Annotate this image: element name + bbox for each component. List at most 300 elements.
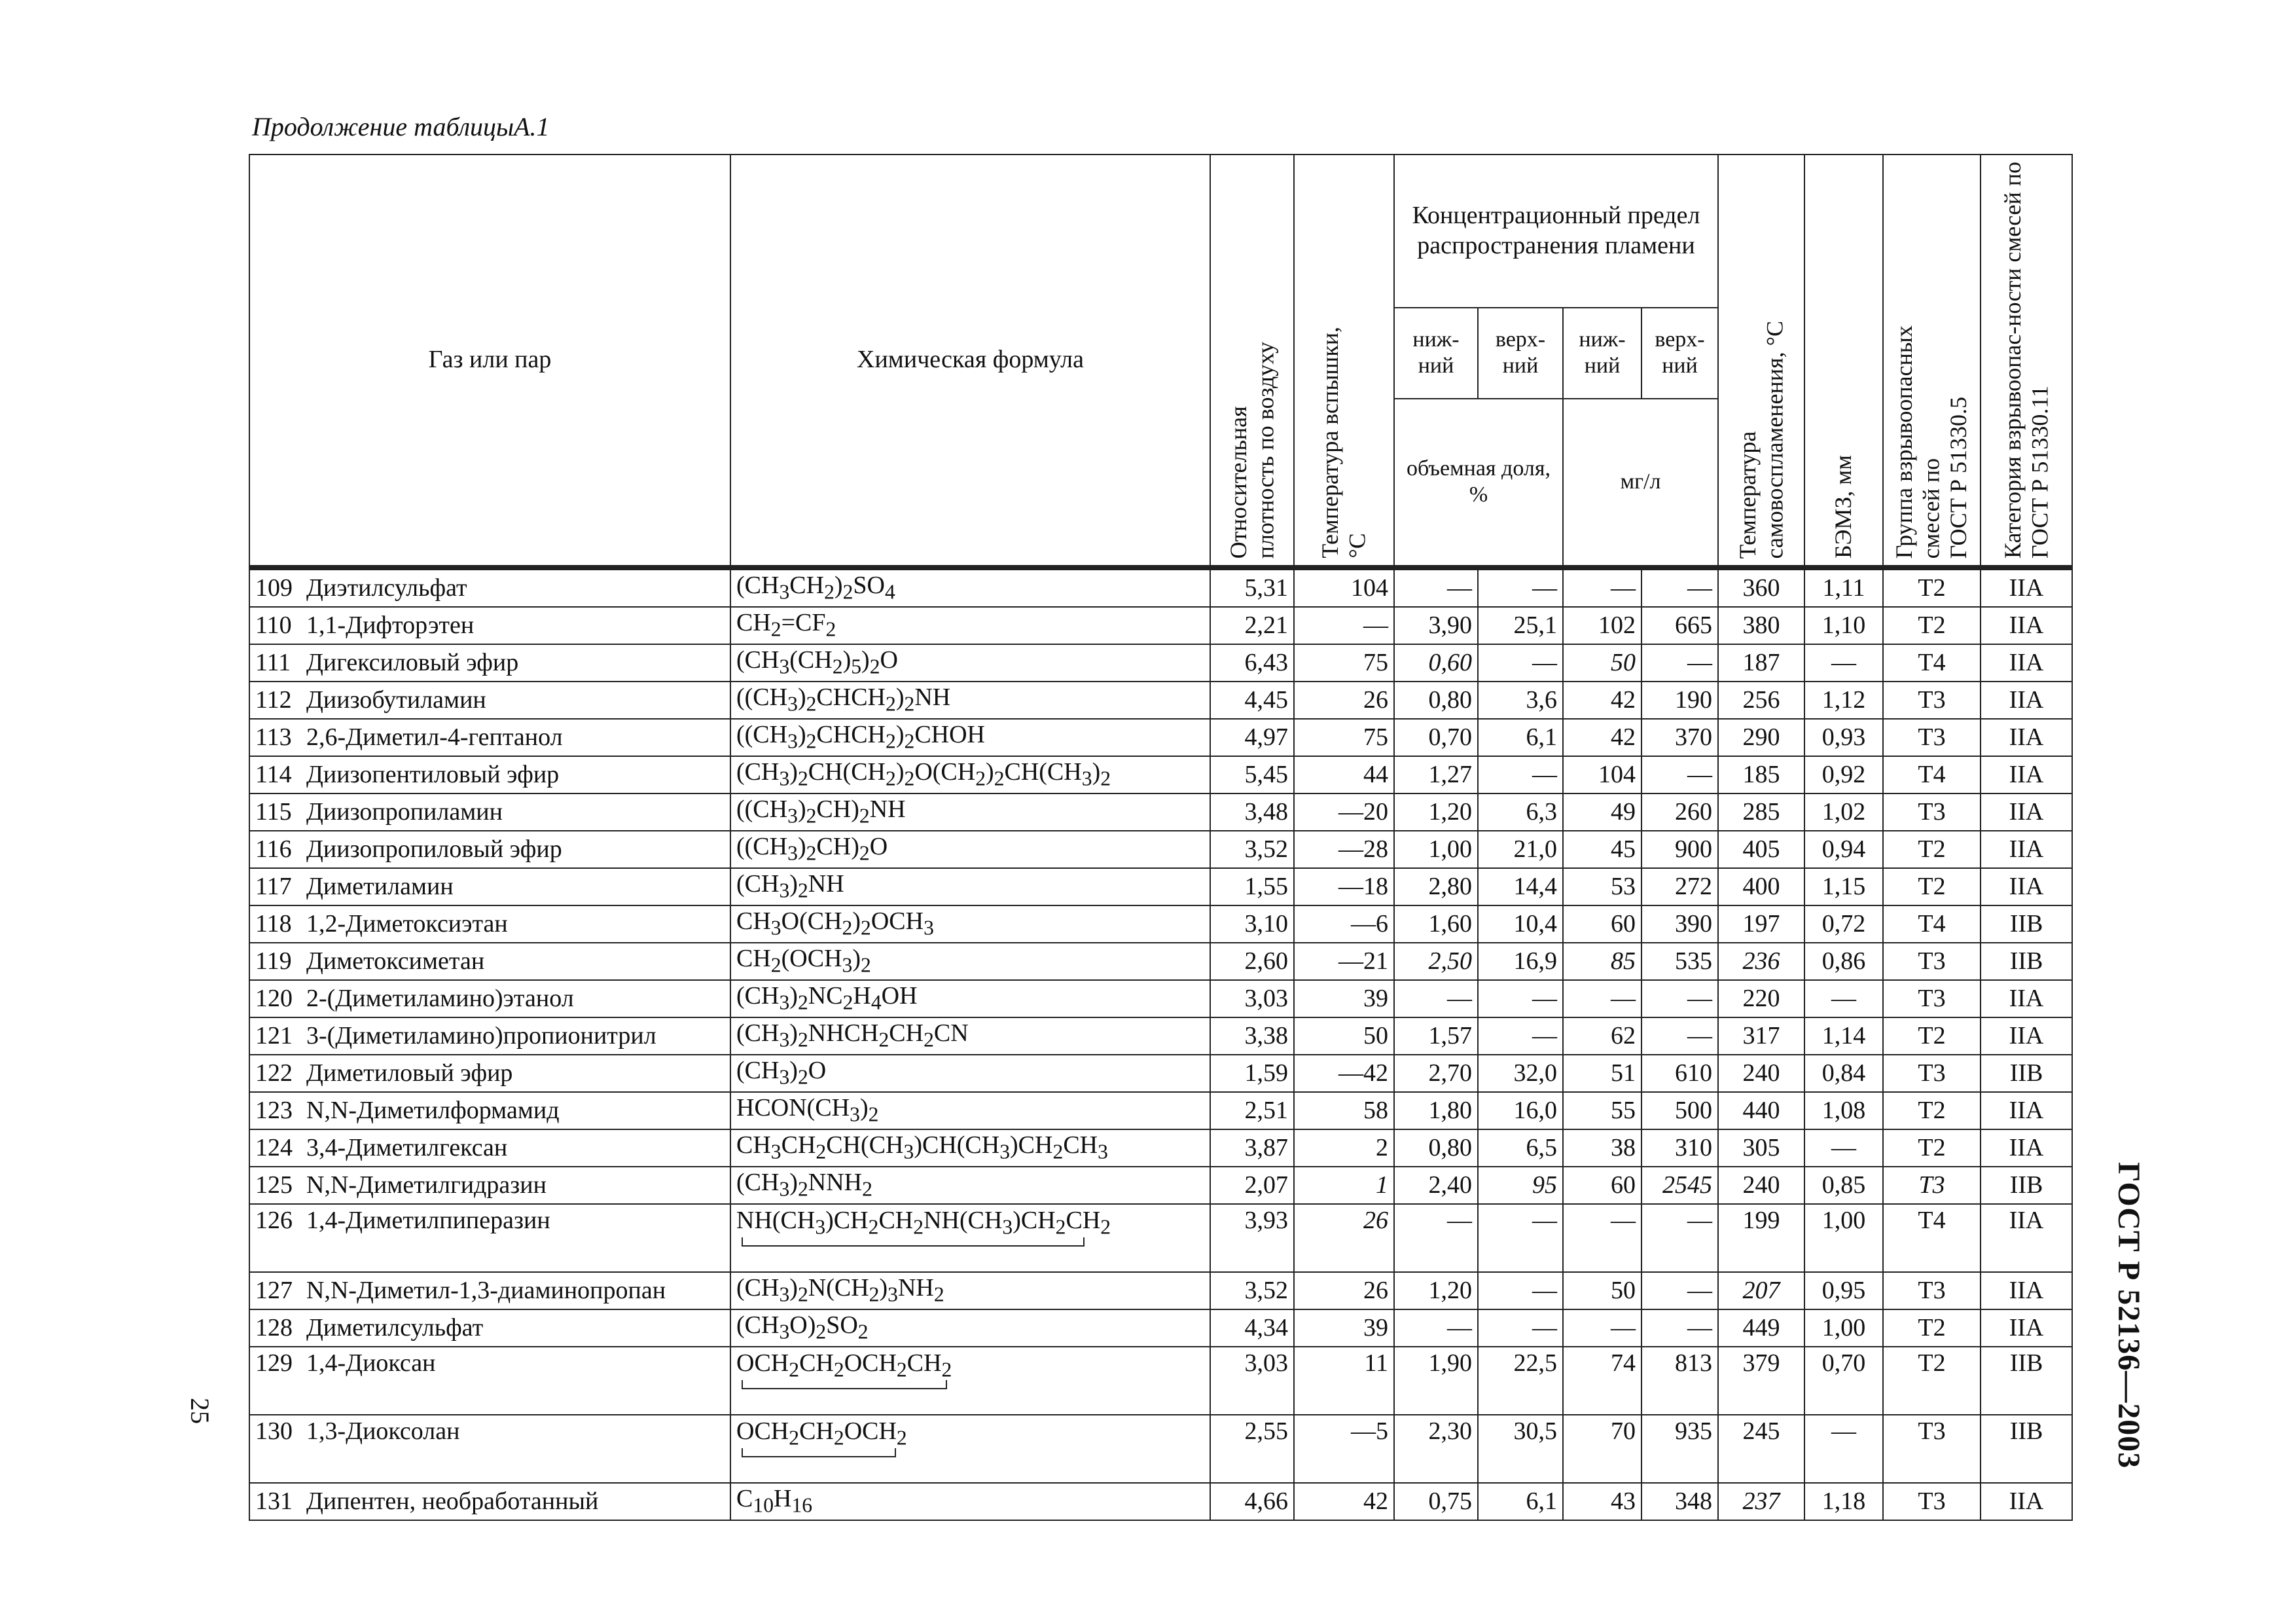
bemz-cell: 0,72 <box>1804 905 1883 943</box>
upper-mg-cell: — <box>1641 1309 1718 1347</box>
header-bemz: БЭМЗ, мм <box>1804 155 1883 567</box>
autoignition-cell: 379 <box>1718 1347 1804 1415</box>
chemical-formula: $(CH_3)_2N(CH_2)_3NH_2$ <box>736 1274 944 1306</box>
formula-cell <box>730 831 1210 868</box>
upper-mg-cell: 260 <box>1641 793 1718 831</box>
gas-name-cell <box>249 607 730 644</box>
lower-mg-cell: 49 <box>1563 793 1641 831</box>
density-cell: 2,21 <box>1210 607 1294 644</box>
lower-mg-cell: 62 <box>1563 1017 1641 1055</box>
gas-name-cell <box>249 1483 730 1520</box>
group-cell: T2 <box>1883 570 1981 607</box>
gas-name-cell <box>249 1347 730 1415</box>
gas-name-cell <box>249 831 730 868</box>
bemz-cell: — <box>1804 644 1883 682</box>
lower-vol-cell: 2,50 <box>1394 943 1478 980</box>
table-body <box>249 570 2072 1520</box>
row-number: 120 <box>255 984 293 1012</box>
chemical-formula: $((CH_3)_2CH)_2O$ <box>736 833 888 865</box>
density-cell: 3,93 <box>1210 1204 1294 1272</box>
lower-vol-cell: — <box>1394 1204 1478 1272</box>
gas-name-cell <box>249 644 730 682</box>
lower-vol-cell: 0,80 <box>1394 1129 1478 1167</box>
density-cell: 3,03 <box>1210 1347 1294 1415</box>
row-number: 125 <box>255 1171 293 1199</box>
category-cell: IIA <box>1981 868 2072 905</box>
group-cell: T4 <box>1883 1204 1981 1272</box>
group-cell: T2 <box>1883 868 1981 905</box>
autoignition-cell: 405 <box>1718 831 1804 868</box>
density-cell: 2,51 <box>1210 1092 1294 1129</box>
row-number: 110 <box>255 611 292 639</box>
autoignition-cell: 187 <box>1718 644 1804 682</box>
flash-cell: 26 <box>1294 1204 1394 1272</box>
autoignition-cell: 236 <box>1718 943 1804 980</box>
upper-mg-cell: 535 <box>1641 943 1718 980</box>
gas-name-cell <box>249 980 730 1017</box>
lower-mg-cell: — <box>1563 1204 1641 1272</box>
lower-vol-cell: 1,60 <box>1394 905 1478 943</box>
upper-vol-cell: 22,5 <box>1478 1347 1563 1415</box>
formula-cell <box>730 1167 1210 1204</box>
density-cell: 2,60 <box>1210 943 1294 980</box>
group-cell: T3 <box>1883 793 1981 831</box>
gas-name: 1,1-Дифторэтен <box>306 611 475 639</box>
formula-cell <box>730 682 1210 719</box>
chemical-formula: $(CH_3O)_2SO_2$ <box>736 1311 869 1343</box>
table-row <box>249 1092 2072 1129</box>
ring-bracket <box>736 1448 1204 1457</box>
formula-cell <box>730 905 1210 943</box>
gas-name: 3-(Диметиламино)пропионитрил <box>306 1021 656 1049</box>
upper-vol-cell: — <box>1478 1017 1563 1055</box>
chemical-formula: $(CH_3)_2O$ <box>736 1057 827 1089</box>
row-number: 123 <box>255 1096 293 1124</box>
table-row <box>249 943 2072 980</box>
formula-cell <box>730 1017 1210 1055</box>
gas-name-cell <box>249 1055 730 1092</box>
lower-vol-cell: — <box>1394 980 1478 1017</box>
density-cell: 3,10 <box>1210 905 1294 943</box>
upper-mg-cell: 190 <box>1641 682 1718 719</box>
gas-name: N,N-Диметил-1,3-диаминопропан <box>306 1276 666 1304</box>
gas-name-cell <box>249 682 730 719</box>
lower-vol-cell: 0,70 <box>1394 719 1478 756</box>
bemz-cell: 0,95 <box>1804 1272 1883 1309</box>
gas-name-cell <box>249 1415 730 1483</box>
density-cell: 4,45 <box>1210 682 1294 719</box>
chemical-formula: $(CH_3)_2CH(CH_2)_2O(CH_2)_2CH(CH_3)_2$ <box>736 758 1111 790</box>
upper-vol-cell: 6,5 <box>1478 1129 1563 1167</box>
row-number: 129 <box>255 1349 293 1377</box>
density-cell: 3,52 <box>1210 1272 1294 1309</box>
group-cell: T2 <box>1883 1347 1981 1415</box>
bemz-cell: — <box>1804 1415 1883 1483</box>
upper-mg-cell: 390 <box>1641 905 1718 943</box>
gas-name: N,N-Диметилгидразин <box>306 1171 547 1199</box>
flash-cell: —18 <box>1294 868 1394 905</box>
table-row <box>249 1167 2072 1204</box>
table-row <box>249 644 2072 682</box>
lower-vol-cell: 0,75 <box>1394 1483 1478 1520</box>
upper-vol-cell: 6,1 <box>1478 1483 1563 1520</box>
category-cell: IIA <box>1981 756 2072 793</box>
group-cell: T2 <box>1883 1092 1981 1129</box>
autoignition-cell: 317 <box>1718 1017 1804 1055</box>
flash-cell: —20 <box>1294 793 1394 831</box>
lower-vol-cell: 2,80 <box>1394 868 1478 905</box>
group-cell: T3 <box>1883 943 1981 980</box>
header-upper-vol: верх-ний <box>1478 308 1563 399</box>
category-cell: IIA <box>1981 793 2072 831</box>
gas-name-cell <box>249 1309 730 1347</box>
flash-cell: 44 <box>1294 756 1394 793</box>
density-cell: 6,43 <box>1210 644 1294 682</box>
chemical-formula: $CH_3CH_2CH(CH_3)CH(CH_3)CH_2CH_3$ <box>736 1131 1108 1163</box>
bemz-cell: 1,12 <box>1804 682 1883 719</box>
upper-vol-cell: 25,1 <box>1478 607 1563 644</box>
row-number: 124 <box>255 1133 293 1161</box>
lower-vol-cell: 2,40 <box>1394 1167 1478 1204</box>
gas-name: 2,6-Диметил-4-гептанол <box>306 723 563 751</box>
flash-cell: —6 <box>1294 905 1394 943</box>
chemical-formula: $CH_2=CF_2$ <box>736 609 836 641</box>
gas-name: 1,3-Диоксолан <box>306 1417 460 1446</box>
autoignition-cell: 245 <box>1718 1415 1804 1483</box>
upper-vol-cell: 30,5 <box>1478 1415 1563 1483</box>
upper-vol-cell: 10,4 <box>1478 905 1563 943</box>
bemz-cell: 1,15 <box>1804 868 1883 905</box>
chemical-formula: $(CH_3CH_2)_2SO_4$ <box>736 572 895 604</box>
autoignition-cell: 305 <box>1718 1129 1804 1167</box>
autoignition-cell: 285 <box>1718 793 1804 831</box>
gas-name: Диизопропиламин <box>306 797 503 826</box>
row-number: 131 <box>255 1487 293 1515</box>
chemical-formula: $(CH_3)_2NNH_2$ <box>736 1169 872 1201</box>
upper-mg-cell: 813 <box>1641 1347 1718 1415</box>
flash-cell: 75 <box>1294 644 1394 682</box>
lower-mg-cell: 70 <box>1563 1415 1641 1483</box>
autoignition-cell: 256 <box>1718 682 1804 719</box>
bemz-cell: 1,10 <box>1804 607 1883 644</box>
chemical-formula: $C_{10}H_{16}$ <box>736 1485 813 1517</box>
formula-cell <box>730 943 1210 980</box>
gas-name: N,N-Диметилформамид <box>306 1096 560 1124</box>
flash-cell: 26 <box>1294 1272 1394 1309</box>
flash-cell: —21 <box>1294 943 1394 980</box>
category-cell: IIA <box>1981 1204 2072 1272</box>
formula-cell <box>730 1204 1210 1272</box>
flash-cell: 104 <box>1294 570 1394 607</box>
lower-vol-cell: 1,80 <box>1394 1092 1478 1129</box>
lower-mg-cell: 38 <box>1563 1129 1641 1167</box>
row-number: 121 <box>255 1021 293 1049</box>
flash-cell: —28 <box>1294 831 1394 868</box>
autoignition-cell: 220 <box>1718 980 1804 1017</box>
gas-name-cell <box>249 1272 730 1309</box>
gas-name: Диметиловый эфир <box>306 1059 513 1087</box>
group-cell: T2 <box>1883 607 1981 644</box>
table-row <box>249 1129 2072 1167</box>
gas-name-cell <box>249 756 730 793</box>
density-cell: 4,97 <box>1210 719 1294 756</box>
row-number: 119 <box>255 947 292 975</box>
autoignition-cell: 449 <box>1718 1309 1804 1347</box>
density-cell: 2,07 <box>1210 1167 1294 1204</box>
flash-cell: 58 <box>1294 1092 1394 1129</box>
autoignition-cell: 185 <box>1718 756 1804 793</box>
chemical-formula: $OCH_2CH_2OCH_2$ <box>736 1417 907 1450</box>
group-cell: T3 <box>1883 1483 1981 1520</box>
gas-name-cell <box>249 719 730 756</box>
table-row <box>249 868 2072 905</box>
gas-name: 1,4-Диоксан <box>306 1349 436 1377</box>
upper-vol-cell: 6,3 <box>1478 793 1563 831</box>
gas-properties-table <box>249 154 2073 1521</box>
gas-name: 1,2-Диметоксиэтан <box>306 909 508 938</box>
formula-cell <box>730 1483 1210 1520</box>
row-number: 122 <box>255 1059 293 1087</box>
header-group: Группа взрывоопасных смесей по ГОСТ Р 51330.5 <box>1883 155 1981 567</box>
upper-vol-cell: 16,0 <box>1478 1092 1563 1129</box>
table-row <box>249 607 2072 644</box>
formula-cell <box>730 793 1210 831</box>
lower-vol-cell: 2,70 <box>1394 1055 1478 1092</box>
header-concentration-limit: Концентрационный предел распространения пламени <box>1394 155 1718 308</box>
density-cell: 3,87 <box>1210 1129 1294 1167</box>
group-cell: T3 <box>1883 682 1981 719</box>
gas-name: Диметилсульфат <box>306 1313 484 1341</box>
table-row <box>249 1204 2072 1272</box>
header-category: Категория взрывоопас-ности смесей по ГОСТ Р 51330.11 <box>1981 155 2072 567</box>
table-row <box>249 719 2072 756</box>
lower-mg-cell: 53 <box>1563 868 1641 905</box>
upper-mg-cell: 900 <box>1641 831 1718 868</box>
lower-mg-cell: 42 <box>1563 682 1641 719</box>
gas-name-cell <box>249 1167 730 1204</box>
category-cell: IIA <box>1981 1309 2072 1347</box>
table-row <box>249 682 2072 719</box>
upper-mg-cell: 610 <box>1641 1055 1718 1092</box>
table-row <box>249 570 2072 607</box>
gas-name: 1,4-Диметилпиперазин <box>306 1207 550 1235</box>
upper-mg-cell: — <box>1641 644 1718 682</box>
upper-vol-cell: 21,0 <box>1478 831 1563 868</box>
flash-cell: 26 <box>1294 682 1394 719</box>
ring-bracket <box>736 1237 1204 1247</box>
formula-cell <box>730 1055 1210 1092</box>
table-row <box>249 1272 2072 1309</box>
header-mg-per-l: мг/л <box>1563 399 1718 567</box>
lower-mg-cell: 102 <box>1563 607 1641 644</box>
autoignition-cell: 207 <box>1718 1272 1804 1309</box>
density-cell: 3,03 <box>1210 980 1294 1017</box>
lower-vol-cell: 0,60 <box>1394 644 1478 682</box>
bemz-cell: 0,84 <box>1804 1055 1883 1092</box>
header-formula: Химическая формула <box>730 155 1210 567</box>
chemical-formula: $(CH_3(CH_2)_5)_2O$ <box>736 646 898 678</box>
density-cell: 5,31 <box>1210 570 1294 607</box>
lower-vol-cell: 1,57 <box>1394 1017 1478 1055</box>
table-row <box>249 831 2072 868</box>
group-cell: T3 <box>1883 1055 1981 1092</box>
category-cell: IIA <box>1981 682 2072 719</box>
lower-mg-cell: 60 <box>1563 1167 1641 1204</box>
autoignition-cell: 197 <box>1718 905 1804 943</box>
autoignition-cell: 240 <box>1718 1055 1804 1092</box>
upper-vol-cell: — <box>1478 1272 1563 1309</box>
chemical-formula: $(CH_3)_2NH$ <box>736 870 844 902</box>
bemz-cell: 0,92 <box>1804 756 1883 793</box>
table-row <box>249 1055 2072 1092</box>
gas-name-cell <box>249 1017 730 1055</box>
formula-cell <box>730 980 1210 1017</box>
table-row <box>249 1347 2072 1415</box>
gas-name-cell <box>249 1204 730 1272</box>
header-flash-point: Температура вспышки, °С <box>1294 155 1394 567</box>
lower-vol-cell: 2,30 <box>1394 1415 1478 1483</box>
lower-mg-cell: 74 <box>1563 1347 1641 1415</box>
upper-vol-cell: 6,1 <box>1478 719 1563 756</box>
upper-vol-cell: 95 <box>1478 1167 1563 1204</box>
chemical-formula: $HCON(CH_3)_2$ <box>736 1094 879 1126</box>
formula-cell <box>730 644 1210 682</box>
category-cell: IIA <box>1981 831 2072 868</box>
lower-mg-cell: 43 <box>1563 1483 1641 1520</box>
density-cell: 1,59 <box>1210 1055 1294 1092</box>
table-row <box>249 1017 2072 1055</box>
row-number: 126 <box>255 1207 293 1235</box>
upper-vol-cell: — <box>1478 570 1563 607</box>
table-row <box>249 980 2072 1017</box>
autoignition-cell: 199 <box>1718 1204 1804 1272</box>
flash-cell: —5 <box>1294 1415 1394 1483</box>
chemical-formula: $((CH_3)_2CH)_2NH$ <box>736 795 906 828</box>
bemz-cell: 0,70 <box>1804 1347 1883 1415</box>
gas-name-cell <box>249 1092 730 1129</box>
group-cell: T3 <box>1883 719 1981 756</box>
upper-mg-cell: — <box>1641 570 1718 607</box>
gas-name-cell <box>249 868 730 905</box>
category-cell: IIA <box>1981 1129 2072 1167</box>
formula-cell <box>730 607 1210 644</box>
gas-name: Диизопропиловый эфир <box>306 835 562 863</box>
group-cell: T4 <box>1883 905 1981 943</box>
density-cell: 1,55 <box>1210 868 1294 905</box>
category-cell: IIB <box>1981 1415 2072 1483</box>
category-cell: IIA <box>1981 607 2072 644</box>
row-number: 118 <box>255 909 292 938</box>
category-cell: IIA <box>1981 980 2072 1017</box>
autoignition-cell: 400 <box>1718 868 1804 905</box>
upper-mg-cell: 348 <box>1641 1483 1718 1520</box>
chemical-formula: $CH_2(OCH_3)_2$ <box>736 945 871 977</box>
row-number: 127 <box>255 1276 293 1304</box>
upper-mg-cell: — <box>1641 1204 1718 1272</box>
upper-vol-cell: — <box>1478 1309 1563 1347</box>
table-row <box>249 1483 2072 1520</box>
header-lower-vol: ниж-ний <box>1394 308 1478 399</box>
gas-name-cell <box>249 1129 730 1167</box>
flash-cell: 2 <box>1294 1129 1394 1167</box>
chemical-formula: $CH_3O(CH_2)_2OCH_3$ <box>736 907 934 939</box>
row-number: 113 <box>255 723 292 751</box>
autoignition-cell: 380 <box>1718 607 1804 644</box>
lower-mg-cell: 60 <box>1563 905 1641 943</box>
autoignition-cell: 237 <box>1718 1483 1804 1520</box>
table-row <box>249 793 2072 831</box>
row-number: 117 <box>255 872 292 900</box>
upper-vol-cell: 16,9 <box>1478 943 1563 980</box>
gas-name: 2-(Диметиламино)этанол <box>306 984 574 1012</box>
upper-vol-cell: — <box>1478 980 1563 1017</box>
autoignition-cell: 290 <box>1718 719 1804 756</box>
bemz-cell: 0,86 <box>1804 943 1883 980</box>
gas-name: Дигексиловый эфир <box>306 648 519 676</box>
lower-mg-cell: 50 <box>1563 644 1641 682</box>
category-cell: IIB <box>1981 1347 2072 1415</box>
autoignition-cell: 240 <box>1718 1167 1804 1204</box>
bemz-cell: 1,02 <box>1804 793 1883 831</box>
gas-name: Дипентен, необработанный <box>306 1487 599 1515</box>
flash-cell: 50 <box>1294 1017 1394 1055</box>
flash-cell: — <box>1294 607 1394 644</box>
upper-vol-cell: — <box>1478 756 1563 793</box>
gas-name-cell <box>249 570 730 607</box>
header-lower-mg: ниж-ний <box>1563 308 1641 399</box>
upper-mg-cell: — <box>1641 756 1718 793</box>
lower-vol-cell: 1,90 <box>1394 1347 1478 1415</box>
flash-cell: —42 <box>1294 1055 1394 1092</box>
chemical-formula: $((CH_3)_2CHCH_2)_2CHOH$ <box>736 721 985 753</box>
flash-cell: 11 <box>1294 1347 1394 1415</box>
chemical-formula: $(CH_3)_2NC_2H_4OH$ <box>736 982 918 1014</box>
autoignition-cell: 360 <box>1718 570 1804 607</box>
upper-mg-cell: 665 <box>1641 607 1718 644</box>
formula-cell <box>730 1415 1210 1483</box>
chemical-formula: $(CH_3)_2NHCH_2CH_2CN$ <box>736 1019 969 1051</box>
flash-cell: 39 <box>1294 1309 1394 1347</box>
gas-name: Диизобутиламин <box>306 685 486 714</box>
table-row <box>249 905 2072 943</box>
gas-name-cell <box>249 943 730 980</box>
table-caption: Продолжение таблицыА.1 <box>252 112 550 141</box>
lower-vol-cell: — <box>1394 570 1478 607</box>
chemical-formula: $OCH_2CH_2OCH_2CH_2$ <box>736 1349 952 1381</box>
formula-cell <box>730 1129 1210 1167</box>
gas-name: Диметиламин <box>306 872 454 900</box>
density-cell: 4,34 <box>1210 1309 1294 1347</box>
lower-mg-cell: 55 <box>1563 1092 1641 1129</box>
group-cell: T3 <box>1883 1415 1981 1483</box>
row-number: 130 <box>255 1417 293 1446</box>
category-cell: IIA <box>1981 1017 2072 1055</box>
density-cell: 4,66 <box>1210 1483 1294 1520</box>
density-cell: 3,48 <box>1210 793 1294 831</box>
group-cell: T2 <box>1883 831 1981 868</box>
density-cell: 3,52 <box>1210 831 1294 868</box>
group-cell: T2 <box>1883 1017 1981 1055</box>
group-cell: T4 <box>1883 756 1981 793</box>
formula-cell <box>730 570 1210 607</box>
autoignition-cell: 440 <box>1718 1092 1804 1129</box>
upper-vol-cell: — <box>1478 1204 1563 1272</box>
bemz-cell: 1,00 <box>1804 1309 1883 1347</box>
gas-name: Диэтилсульфат <box>306 574 467 602</box>
flash-cell: 42 <box>1294 1483 1394 1520</box>
formula-cell <box>730 1092 1210 1129</box>
chemical-formula: $NH(CH_3)CH_2CH_2NH(CH_3)CH_2CH_2$ <box>736 1207 1111 1239</box>
